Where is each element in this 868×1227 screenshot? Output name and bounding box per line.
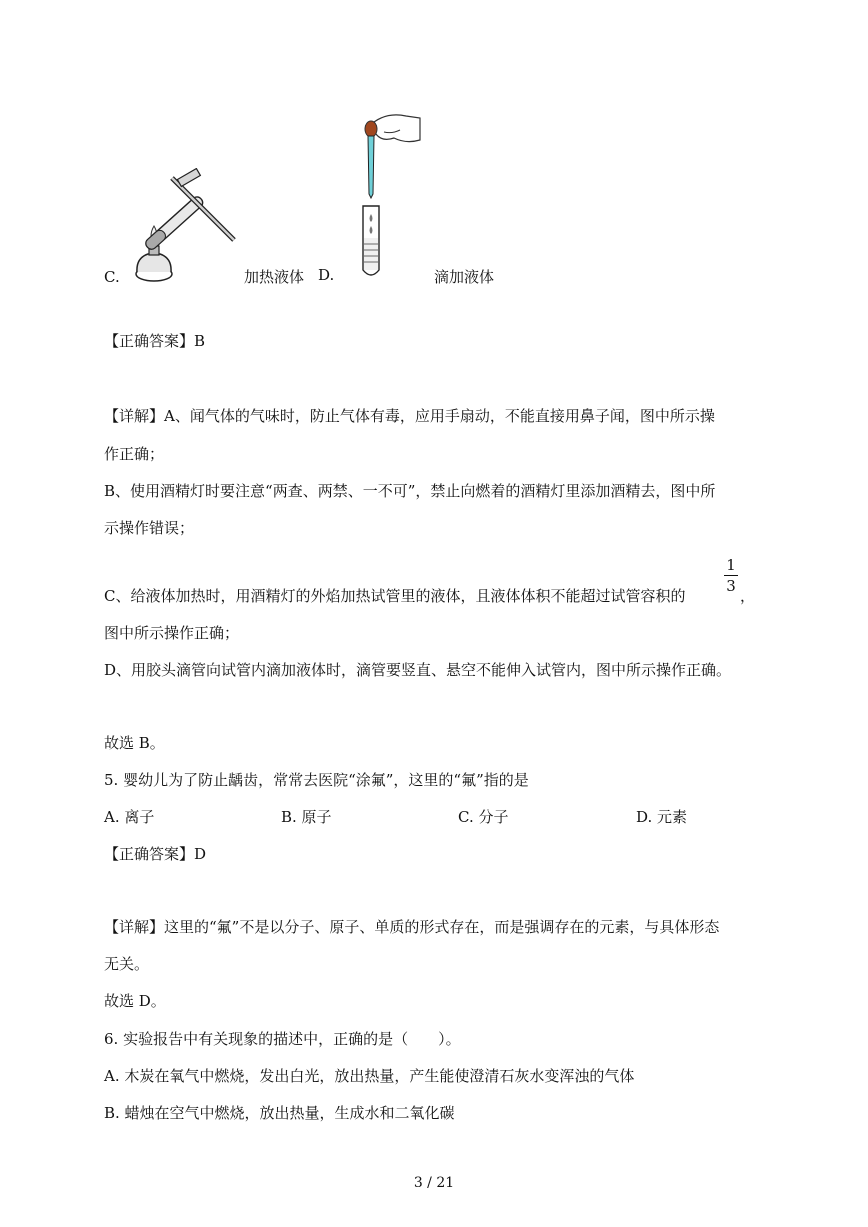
q4-detail-c-line2: 图中所示操作正确； bbox=[104, 624, 240, 642]
q4-detail-c-comma: ， bbox=[740, 587, 756, 605]
q5-option-c: C. 分子 bbox=[458, 808, 509, 826]
q6-option-a: A. 木炭在氧气中燃烧，发出白光，放出热量，产生能使澄清石灰水变浑浊的气体 bbox=[104, 1067, 635, 1085]
q5-conclusion: 故选 D。 bbox=[104, 992, 166, 1010]
q6-option-b: B. 蜡烛在空气中燃烧，放出热量，生成水和二氧化碳 bbox=[104, 1104, 455, 1122]
q5-answer: 【正确答案】D bbox=[104, 845, 207, 863]
option-d-caption: 滴加液体 bbox=[434, 268, 495, 286]
q4-detail-a-line1: 【详解】A、闻气体的气味时，防止气体有毒，应用手扇动，不能直接用鼻子闻，图中所示操 bbox=[104, 407, 715, 425]
q4-detail-a-line2: 作正确； bbox=[104, 445, 165, 463]
q5-option-b: B. 原子 bbox=[281, 808, 332, 826]
q4-answer: 【正确答案】B bbox=[104, 332, 206, 350]
q5-question: 5. 婴幼儿为了防止龋齿，常常去医院“涂氟”，这里的“氟”指的是 bbox=[104, 771, 529, 789]
q5-option-d: D. 元素 bbox=[636, 808, 688, 826]
fraction-bar bbox=[724, 575, 738, 576]
heating-liquid-figure bbox=[128, 168, 238, 286]
option-c-label: C. bbox=[104, 268, 120, 286]
q6-question: 6. 实验报告中有关现象的描述中，正确的是（ ）。 bbox=[104, 1030, 461, 1048]
q5-detail-line2: 无关。 bbox=[104, 955, 150, 973]
q4-detail-c-line1: C、给液体加热时，用酒精灯的外焰加热试管里的液体，且液体体积不能超过试管容积的 bbox=[104, 587, 686, 605]
page-number: 3 / 21 bbox=[413, 1175, 455, 1191]
fraction-one-third bbox=[724, 556, 738, 595]
q5-option-a: A. 离子 bbox=[104, 808, 155, 826]
option-c-caption: 加热液体 bbox=[244, 268, 305, 286]
q4-detail-b-line2: 示操作错误； bbox=[104, 519, 195, 537]
q5-detail-line1: 【详解】这里的“氟”不是以分子、原子、单质的形式存在，而是强调存在的元素，与具体形态 bbox=[104, 918, 720, 936]
fraction-numerator: 1 bbox=[726, 556, 736, 574]
q4-conclusion: 故选 B。 bbox=[104, 734, 165, 752]
option-d-label: D. bbox=[318, 266, 335, 284]
q4-detail-b-line1: B、使用酒精灯时要注意“两查、两禁、一不可”，禁止向燃着的酒精灯里添加酒精去，图中所 bbox=[104, 482, 716, 500]
dropping-liquid-figure bbox=[354, 110, 426, 282]
q4-detail-d: D、用胶头滴管向试管内滴加液体时，滴管要竖直、悬空不能伸入试管内，图中所示操作正确。 bbox=[104, 661, 732, 679]
fraction-denominator: 3 bbox=[726, 577, 736, 595]
